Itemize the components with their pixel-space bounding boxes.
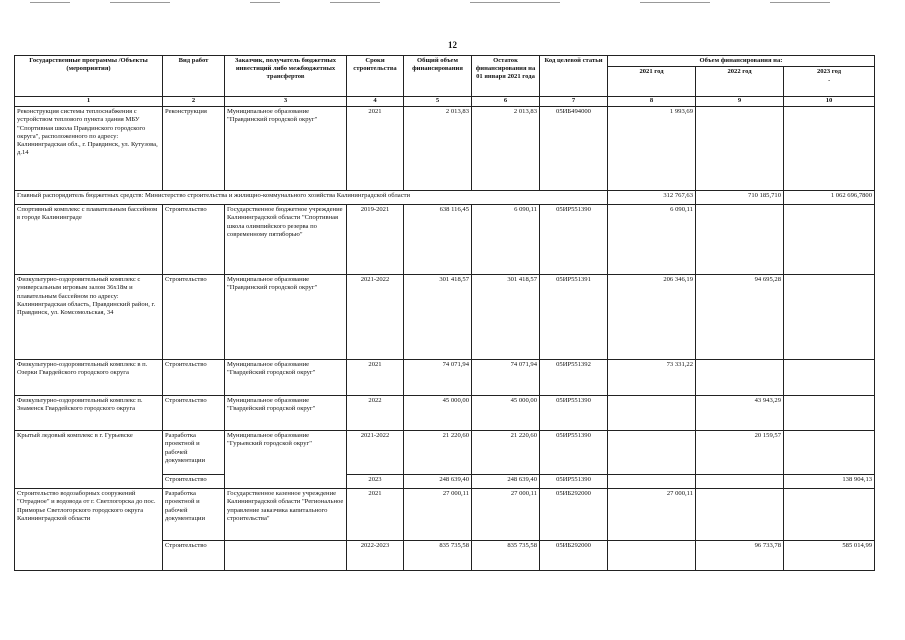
work-type-cell: Разработка проектной и рабочей документации — [163, 489, 225, 541]
balance-cell: 45 000,00 — [472, 396, 540, 431]
header-object: Государственные программы /Объекты (мероприятия) — [15, 56, 163, 97]
work-type-cell: Реконструкция — [163, 107, 225, 191]
header-row — [15, 56, 875, 67]
object-cell: Крытый ледовый комплекс в г. Гурьевске — [15, 431, 163, 489]
work-type-cell: Строительство — [163, 396, 225, 431]
colnum-4: 4 — [347, 97, 404, 107]
code-cell: 05ИБ292000 — [540, 541, 608, 571]
y2022-cell: 20 159,57 — [696, 431, 784, 475]
total-cell: 301 418,57 — [404, 275, 472, 360]
header-work-type: Вид работ — [163, 56, 225, 97]
y2021-cell — [608, 475, 696, 489]
customer-cell: Государственное казенное учреждение Калининградской области "Региональное управление заказчика капитального строительства" — [225, 489, 347, 541]
customer-cell: Муниципальное образование "Гурьевский городской округ" — [225, 431, 347, 489]
y2023-cell — [784, 107, 875, 191]
y2021-cell — [608, 396, 696, 431]
period-cell: 2021 — [347, 107, 404, 191]
code-cell: 05ИР551392 — [540, 360, 608, 396]
colnum-2: 2 — [163, 97, 225, 107]
period-cell: 2021-2022 — [347, 275, 404, 360]
manager-text: Главный распорядитель бюджетных средств: Министерство строительства и жилищно-коммунального хозяйства Калининградской области — [15, 191, 608, 205]
object-cell: Физкультурно-оздоровительный комплекс п. Знаменск Гвардейского городского округа — [15, 396, 163, 431]
balance-cell: 6 090,11 — [472, 205, 540, 275]
balance-cell: 301 418,57 — [472, 275, 540, 360]
y2023-cell — [784, 275, 875, 360]
y2021-cell — [608, 541, 696, 571]
total-cell: 248 639,40 — [404, 475, 472, 489]
period-cell: 2022-2023 — [347, 541, 404, 571]
manager-2022: 710 185,710 — [696, 191, 784, 205]
y2023-cell — [784, 489, 875, 541]
header-customer: Заказчик, получатель бюджетных инвестиций либо межбюджетных трансфертов — [225, 56, 347, 97]
y2023-cell — [784, 396, 875, 431]
header-total: Общий объем финансирования — [404, 56, 472, 97]
table-row — [15, 205, 875, 275]
customer-cell: Муниципальное образование "Правдинский городской округ" — [225, 275, 347, 360]
y2023-cell: 138 904,13 — [784, 475, 875, 489]
code-cell: 05ИБ494000 — [540, 107, 608, 191]
period-cell: 2023 — [347, 475, 404, 489]
y2021-cell: 206 346,19 — [608, 275, 696, 360]
total-cell: 2 013,83 — [404, 107, 472, 191]
total-cell: 74 071,94 — [404, 360, 472, 396]
period-cell: 2022 — [347, 396, 404, 431]
y2023-cell — [784, 360, 875, 396]
table-row — [15, 360, 875, 396]
period-cell: 2021-2022 — [347, 431, 404, 475]
colnum-10: 10 — [784, 97, 875, 107]
y2022-cell: 94 695,28 — [696, 275, 784, 360]
customer-cell: Государственное бюджетное учреждение Калининградской области "Спортивная школа олимпийского резерва по современному пятиборью" — [225, 205, 347, 275]
object-cell: Строительство водозаборных сооружений "Отрадное" и водовода от г. Светлогорска до пос. Приморье Светлогорского городского округа Калининградской области — [15, 489, 163, 571]
colnum-3: 3 — [225, 97, 347, 107]
balance-cell: 27 000,11 — [472, 489, 540, 541]
header-2021: 2021 год — [608, 67, 696, 97]
work-type-cell: Разработка проектной и рабочей документации — [163, 431, 225, 475]
colnum-7: 7 — [540, 97, 608, 107]
manager-2021: 312 767,63 — [608, 191, 696, 205]
table-row — [15, 275, 875, 360]
header-funding: Объем финансирования на: — [608, 56, 875, 67]
table-row — [15, 107, 875, 191]
object-cell: Реконструкция системы теплоснабжения с устройством теплового пункта здания МБУ "Спортивная школа Правдинского городского округа", расположенного по адресу: Калининградская обл., г. Правдинск, ул. Кутузова, д.14 — [15, 107, 163, 191]
table-row — [15, 489, 875, 541]
colnum-5: 5 — [404, 97, 472, 107]
y2022-cell: 96 733,78 — [696, 541, 784, 571]
object-cell: Физкультурно-оздоровительный комплекс в п. Озерки Гвардейского городского округа — [15, 360, 163, 396]
y2021-cell: 6 090,11 — [608, 205, 696, 275]
total-cell: 638 116,45 — [404, 205, 472, 275]
header-balance: Остаток финансирования на 01 января 2021 года — [472, 56, 540, 97]
code-cell: 05ИР551391 — [540, 275, 608, 360]
financing-table — [14, 55, 875, 571]
column-numbers-row — [15, 97, 875, 107]
colnum-1: 1 — [15, 97, 163, 107]
page-number: 12 — [448, 40, 457, 50]
code-cell: 05ИР551390 — [540, 475, 608, 489]
header-period: Сроки строительства — [347, 56, 404, 97]
work-type-cell: Строительство — [163, 360, 225, 396]
total-cell: 21 220,60 — [404, 431, 472, 475]
y2022-cell — [696, 205, 784, 275]
header-code: Код целевой статьи — [540, 56, 608, 97]
y2023-cell — [784, 205, 875, 275]
manager-row — [15, 191, 875, 205]
work-type-cell: Строительство — [163, 541, 225, 571]
customer-cell: Муниципальное образование "Гвардейский городской округ" — [225, 396, 347, 431]
y2022-cell — [696, 489, 784, 541]
customer-cell: Муниципальное образование "Правдинский городской округ" — [225, 107, 347, 191]
colnum-6: 6 — [472, 97, 540, 107]
total-cell: 45 000,00 — [404, 396, 472, 431]
code-cell: 05ИР551390 — [540, 205, 608, 275]
object-cell: Спортивный комплекс с плавательным бассейном в городе Калининграде — [15, 205, 163, 275]
period-cell: 2021 — [347, 360, 404, 396]
y2022-cell — [696, 107, 784, 191]
y2022-cell — [696, 475, 784, 489]
total-cell: 835 735,58 — [404, 541, 472, 571]
table-row — [15, 431, 875, 475]
y2022-cell — [696, 360, 784, 396]
code-cell: 05ИР551390 — [540, 396, 608, 431]
work-type-cell: Строительство — [163, 205, 225, 275]
customer-cell: Муниципальное образование "Гвардейский городской округ" — [225, 360, 347, 396]
colnum-8: 8 — [608, 97, 696, 107]
header-2023: 2023 год . — [784, 67, 875, 97]
table-row — [15, 396, 875, 431]
period-cell: 2019-2021 — [347, 205, 404, 275]
code-cell: 05ИР551390 — [540, 431, 608, 475]
total-cell: 27 000,11 — [404, 489, 472, 541]
balance-cell: 248 639,40 — [472, 475, 540, 489]
colnum-9: 9 — [696, 97, 784, 107]
balance-cell: 835 735,58 — [472, 541, 540, 571]
period-cell: 2021 — [347, 489, 404, 541]
manager-2023: 1 062 696,7800 — [784, 191, 875, 205]
y2021-cell: 73 331,22 — [608, 360, 696, 396]
customer-cell — [225, 541, 347, 571]
balance-cell: 21 220,60 — [472, 431, 540, 475]
y2021-cell: 27 000,11 — [608, 489, 696, 541]
y2021-cell: 1 993,69 — [608, 107, 696, 191]
code-cell: 05ИБ292000 — [540, 489, 608, 541]
balance-cell: 2 013,83 — [472, 107, 540, 191]
y2023-cell — [784, 431, 875, 475]
y2021-cell — [608, 431, 696, 475]
y2023-cell: 585 014,99 — [784, 541, 875, 571]
y2022-cell: 43 943,29 — [696, 396, 784, 431]
header-2022: 2022 год — [696, 67, 784, 97]
work-type-cell: Строительство — [163, 275, 225, 360]
balance-cell: 74 071,94 — [472, 360, 540, 396]
object-cell: Физкультурно-оздоровительный комплекс с универсальным игровым залом 36х18м и плавательным бассейном по адресу: Калининградская область, Правдинский район, г. Правдинск, ул. Комсомольская, 34 — [15, 275, 163, 360]
work-type-cell: Строительство — [163, 475, 225, 489]
